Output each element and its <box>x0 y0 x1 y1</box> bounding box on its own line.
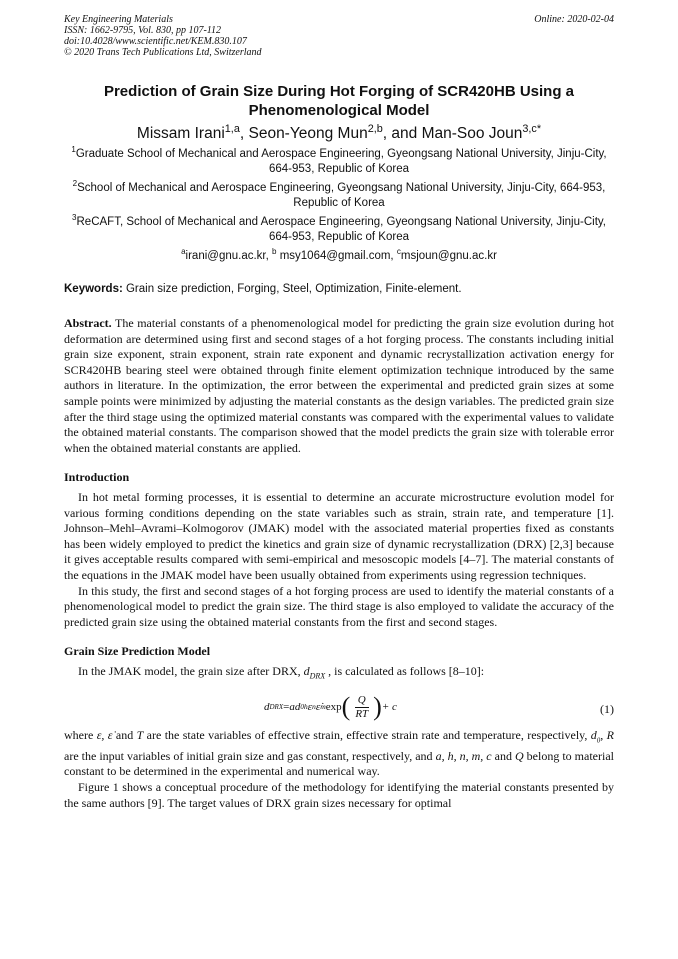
paragraph: Figure 1 shows a conceptual procedure of the methodology for identifying the material constants presented by the same authors [9]. The target values of DRX grain sizes necessary for optimal <box>64 780 614 810</box>
affiliation: $^2$School of Mechanical and Aerospace Engineering, Gyeongsang National University, Jinju-City, 664-953, Republic of Korea <box>72 179 606 209</box>
doi-line[interactable]: doi:10.4028/www.scientific.net/KEM.830.107 <box>64 36 247 47</box>
email-address[interactable]: msjoun@gnu.ac.kr <box>400 250 497 262</box>
abstract <box>64 316 614 456</box>
author-name: Missam Irani <box>136 125 225 142</box>
author-affiliation-mark: 3,c* <box>522 122 542 135</box>
section-heading-model: Grain Size Prediction Model <box>64 644 211 659</box>
equation-1 <box>64 688 614 722</box>
abstract-label: Abstract. <box>64 316 112 330</box>
paragraph: In this study, the first and second stages of a hot forging process are used to identify the material constants of a phenomenological model to predict the grain size. The third stage is also employed to validate the accuracy of the predicted grain size using the obtained material constants from the first and second stages. <box>64 583 614 629</box>
author-name: Man-Soo Joun <box>421 125 523 142</box>
keywords-label: Keywords: <box>64 283 123 295</box>
email-address[interactable]: irani@gnu.ac.kr, <box>185 250 273 262</box>
paragraph: In hot metal forming processes, it is essential to determine an accurate microstructure evolution model for various forming conditions depending on the state variables such as strain, strain rate, and temperature [1]. Johnson–Mehl–Avrami–Kolmogorov (JMAK) model with the associated material properties fixed as constants has been widely employed to predict the kinetics and grain size of dynamic recrystallization (DRX) [2,3] because it gives acceptable results compared with semi-empirical and mesoscopic models [4–7]. The material constants of the equations in the JMAK model have been usually obtained from experiments using regression techniques. <box>64 489 614 582</box>
email-line: $^a$irani@gnu.ac.kr, $^b$ msy1064@gmail.com, $^c$msjoun@gnu.ac.kr <box>181 247 497 262</box>
journal-header <box>64 14 614 58</box>
issn-line: ISSN: 1662-9795, Vol. 830, pp 107-112 <box>64 25 222 36</box>
online-date: Online: 2020-02-04 <box>534 14 614 25</box>
copyright-line: © 2020 Trans Tech Publications Ltd, Switzerland <box>64 47 262 58</box>
paragraph: In the JMAK model, the grain size after DRX, $d_{DRX}$ , is calculated as follows [8–10]: <box>78 663 485 681</box>
equation-fraction: $\frac{Q}{RT}$ <box>355 693 369 720</box>
email-address[interactable]: msy1064@gmail.com, <box>276 250 397 262</box>
paragraph: where ε, ε̇ and T are the state variables of effective strain, effective strain rate and temperature, respectively, $d_0$, R are the input variables of initial grain size and gas constant, respectively, and a, h, n, m, c and Q belong to material constant to be determined in the experimental and numerical way. <box>64 727 614 779</box>
keywords <box>64 282 614 297</box>
journal-name: Key Engineering Materials <box>64 14 173 25</box>
abstract-text: The material constants of a phenomenological model for predicting the grain size evolution during hot deformation are determined using first and second stages of a hot forging process. The constants including initial grain size exponent, strain exponent, strain rate exponent and dynamic recrystallization activation energy for SCR420HB bearing steel were obtained through finite element optimization technique introduced by the same authors in literature. In the optimization, the error between the experimental and predicted grain sizes at some sample points were minimized by adjusting the material constants as the design variables. The predicted grain size after the third stage using the optimized material constants was compared with the experimental values to validate the obtained material constants. The comparison showed that the model predicts the grain size with tolerable error when the obtained material constants are applied. <box>64 316 614 455</box>
author-affiliation-mark: 1,a <box>224 122 240 135</box>
author-name: Seon-Yeong Mun <box>248 125 368 142</box>
keywords-text: Grain size prediction, Forging, Steel, Optimization, Finite-element. <box>122 283 462 295</box>
affiliation: $^1$Graduate School of Mechanical and Aerospace Engineering, Gyeongsang National University, Jinju-City, 664-953, Republic of Korea <box>71 145 607 175</box>
equation-number: (1) <box>600 701 614 716</box>
author-affiliation-mark: 2,b <box>367 122 383 135</box>
section-heading-introduction: Introduction <box>64 470 130 485</box>
equation-body: d DRX = ad 0 h ε n ε̇ m exp ( $\frac{Q}{RT}$ ) + c <box>264 692 397 722</box>
author-list: Missam Irani$^{1,a}$, Seon-Yeong Mun$^{2,b}$, and Man-Soo Joun$^{3,c*}$ <box>136 122 542 142</box>
affiliation: $^3$ReCAFT, School of Mechanical and Aerospace Engineering, Gyeongsang National University, Jinju-City, 664-953, Republic of Korea <box>72 213 606 243</box>
paper-title: Prediction of Grain Size During Hot Forging of SCR420HB Using a Phenomenological Model <box>103 83 575 119</box>
paper-page <box>64 14 614 811</box>
